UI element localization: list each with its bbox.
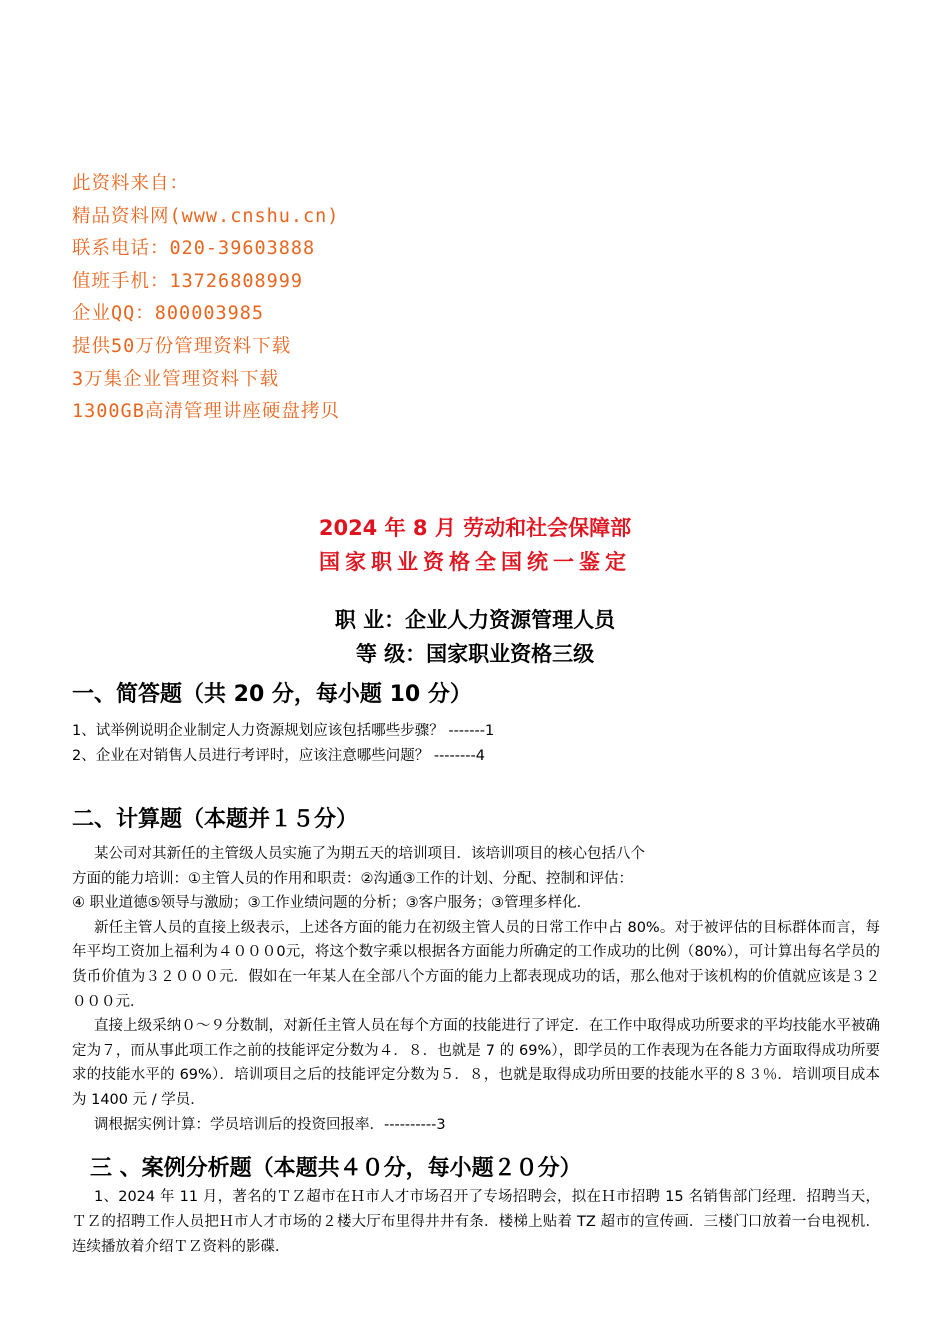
question-2: 2、企业在对销售人员进行考评时，应该注意哪些问题？ --------4 [72, 748, 485, 764]
ad-line-offer1: 提供50万份管理资料下载 [72, 335, 292, 357]
calc-paragraph-2: 新任主管人员的直接上级表示，上述各方面的能力在初级主管人员的日常工作中占 80%。对于被评估的目标群体而言，每年平均工资加上福利为４０００0元，将这个数字乘以根据各方面能力所确定的工作成功的比例（80%），可计算出每名学员的货币价值为３２０００元．假如在一年某人在全部八个方面的能力上都表现成功的话，那么他对于该机构的价值就应该是３２０００元． [72, 919, 880, 1010]
ad-line-qq: 企业QQ：800003985 [72, 303, 265, 325]
ad-line-website: 精品资料网(www.cnshu.cn) [72, 205, 340, 227]
question-1: 1、试举例说明企业制定人力资源规划应该包括哪些步骤？ -------1 [72, 723, 495, 739]
case-body [72, 1185, 880, 1260]
level-line: 等 级：国家职业资格三级 [355, 642, 595, 666]
section-heading-case-analysis: 三 、案例分析题（本题共４０分，每小题２０分） [90, 1156, 582, 1181]
calc-line-1: 某公司对其新任的主管级人员实施了为期五天的培训项目．该培训项目的核心包括八个 [94, 846, 645, 862]
calc-paragraph-4: 调根据实例计算：学员培训后的投资回报率．----------3 [94, 1116, 446, 1133]
calculation-body [72, 842, 880, 1137]
source-advertisement [72, 168, 340, 429]
occupation-line: 职 业：企业人力资源管理人员 [334, 608, 616, 632]
ad-line-offer3: 1300GB高清管理讲座硬盘拷贝 [72, 401, 340, 423]
case-paragraph-1: 1、2024 年 11 月，著名的ＴＺ超市在Ｈ市人才市场召开了专场招聘会，拟在Ｈ市招聘 15 名销售部门经理．招聘当天，ＴＺ的招聘工作人员把Ｈ市人才市场的２楼大厅布里得井井有条．楼梯上贴着 TZ 超市的宣传画．三楼门口放着一台电视机．连续播放着介绍ＴＺ资料的影碟． [72, 1189, 880, 1255]
section-heading-calculation: 二、计算题（本题并１５分） [72, 807, 359, 832]
section-heading-short-answer: 一、简答题（共 20 分，每小题 10 分） [72, 682, 472, 707]
calc-paragraph-3: 直接上级采纳０～９分数制，对新任主管人员在每个方面的技能进行了评定．在工作中取得成功所要求的平均技能水平被确定为７，而从事此项工作之前的技能评定分数为４．８．也就是 7 的 69%），即学员的工作表现为在各能力方面取得成功所要求的技能水平的 69%）．培训项目之后的技能评定分数为５．８，也就是取得成功所田要的技能水平的８３％．培训项目成本为 1400 元 / 学员． [72, 1018, 880, 1108]
calc-line-2: 方面的能力培训：①主管人员的作用和职责：②沟通③工作的计划、分配、控制和评估： [72, 870, 633, 887]
calc-line-3: ④ 职业道德⑤领导与激励；③工作业绩问题的分析；③客户服务；③管理多样化． [72, 895, 592, 912]
ad-line-mobile: 值班手机：13726808999 [72, 270, 304, 292]
exam-title: 2024 年 8 月 劳动和社会保障部 [318, 516, 632, 540]
ad-line-phone: 联系电话：020-39603888 [72, 238, 316, 260]
ad-line-offer2: 3万集企业管理资料下载 [72, 368, 280, 390]
ad-line-source: 此资料来自： [72, 173, 190, 194]
exam-subtitle: 国家职业资格全国统一鉴定 [319, 550, 631, 574]
